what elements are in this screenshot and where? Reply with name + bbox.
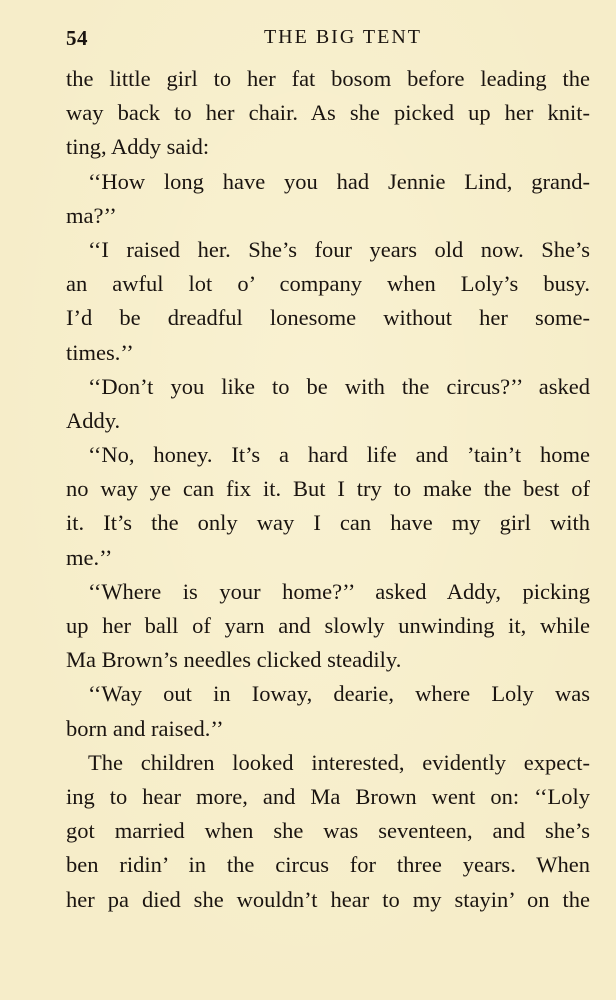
- text-line: ‘‘I raised her. She’s four years old now. She’s: [88, 236, 590, 262]
- text-line: Ma Brown’s needles clicked steadily.: [66, 647, 402, 673]
- text-line: Addy.: [66, 407, 121, 433]
- text-line: ‘‘No, honey. It’s a hard life and ’tain’t home: [88, 442, 590, 468]
- text-line: me.’’: [66, 544, 113, 570]
- page-header: [66, 26, 590, 54]
- text-line: ‘‘Don’t you like to be with the circus?’’ asked: [88, 373, 590, 399]
- text-line: ting, Addy said:: [66, 134, 210, 160]
- text-line: up her ball of yarn and slowly unwinding it, while: [66, 613, 590, 638]
- body-text: [66, 62, 590, 917]
- text-line: way back to her chair. As she picked up her knit-: [66, 100, 590, 126]
- text-line: The children looked interested, evidently expect-: [88, 749, 590, 775]
- text-line: ing to hear more, and Ma Brown went on: ‘‘Loly: [66, 783, 590, 809]
- text-line: born and raised.’’: [66, 715, 224, 741]
- text-line: times.’’: [66, 339, 134, 365]
- text-line: ‘‘Way out in Ioway, dearie, where Loly was: [88, 681, 590, 707]
- text-line: ‘‘Where is your home?’’ asked Addy, picking: [88, 578, 590, 604]
- text-line: got married when she was seventeen, and she’s: [66, 818, 590, 844]
- text-line: an awful lot o’ company when Loly’s busy.: [66, 271, 590, 297]
- text-line: her pa died she wouldn’t hear to my stayin’ on the: [66, 886, 590, 912]
- text-line: it. It’s the only way I can have my girl with: [66, 510, 590, 536]
- running-head: THE BIG TENT: [263, 26, 423, 48]
- text-line: the little girl to her fat bosom before leading the: [66, 66, 590, 91]
- text-line: no way ye can fix it. But I try to make the best of: [66, 476, 590, 502]
- text-line: ma?’’: [66, 202, 117, 228]
- text-line: ‘‘How long have you had Jennie Lind, grand-: [88, 168, 590, 194]
- text-line: I’d be dreadful lonesome without her some-: [66, 305, 590, 331]
- page-number: 54: [66, 26, 88, 50]
- text-line: ben ridin’ in the circus for three years. When: [66, 852, 590, 878]
